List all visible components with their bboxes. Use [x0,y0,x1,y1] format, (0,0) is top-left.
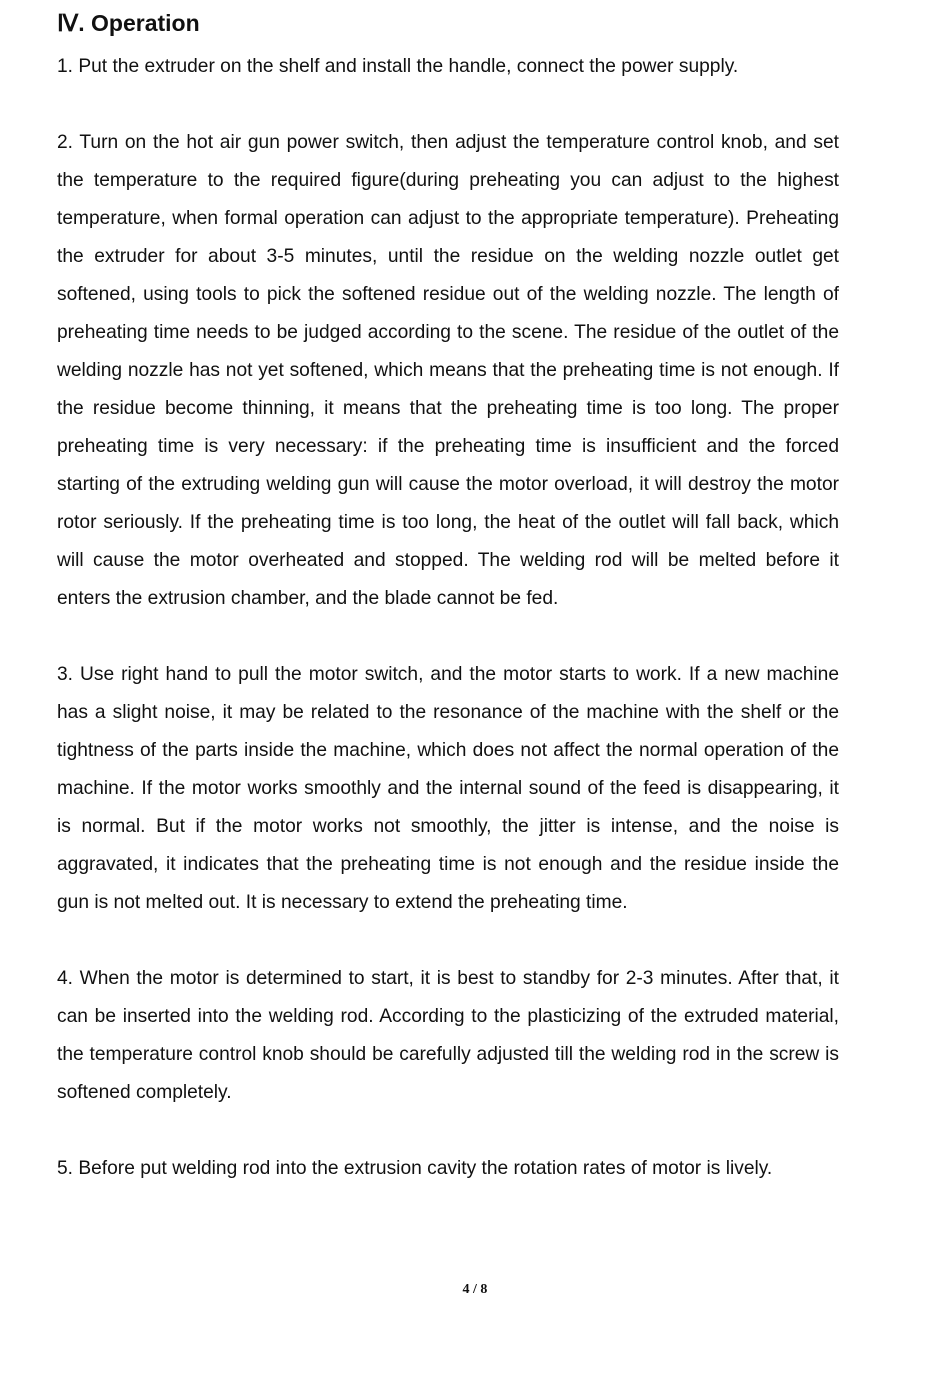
page-number: 4 / 8 [462,1282,488,1297]
step-1-paragraph: 1. Put the extruder on the shelf and install the handle, connect the power supply. [57,56,739,77]
step-5-paragraph: 5. Before put welding rod into the extrusion cavity the rotation rates of motor is lively. [57,1158,773,1179]
operation-steps [57,48,839,1188]
step-2-paragraph: 2. Turn on the hot air gun power switch, then adjust the temperature control knob, and set the temperature to the required figure(during preheating you can adjust to the highest temperature, when formal operation can adjust to the appropriate temperature). Preheating the extruder for about 3-5 minutes, until the residue on the welding nozzle outlet get softened, using tools to pick the softened residue out of the welding nozzle. The length of preheating time needs to be judged according to the scene. The residue of the outlet of the welding nozzle has not yet softened, which means that the preheating time is not enough. If the residue become thinning, it means that the preheating time is too long. The proper preheating time is very necessary: if the preheating time is insufficient and the forced starting of the extruding welding gun will cause the motor overload, it will destroy the motor rotor seriously. If the preheating time is too long, the heat of the outlet will fall back, which will cause the motor overheated and stopped. The welding rod will be melted before it enters the extrusion chamber, and the blade cannot be fed. [57,132,839,609]
section-title: Ⅳ. Operation [57,10,200,36]
step-4-paragraph: 4. When the motor is determined to start, it is best to standby for 2-3 minutes. After that, it can be inserted into the welding rod. According to the plasticizing of the extruded material, the temperature control knob should be carefully adjusted till the welding rod in the screw is softened completely. [57,968,839,1103]
step-3-paragraph: 3. Use right hand to pull the motor switch, and the motor starts to work. If a new machine has a slight noise, it may be related to the resonance of the machine with the shelf or the tightness of the parts inside the machine, which does not affect the normal operation of the machine. If the motor works smoothly and the internal sound of the feed is disappearing, it is normal. But if the motor works not smoothly, the jitter is intense, and the noise is aggravated, it indicates that the preheating time is not enough and the residue inside the gun is not melted out. It is necessary to extend the preheating time. [57,664,839,913]
